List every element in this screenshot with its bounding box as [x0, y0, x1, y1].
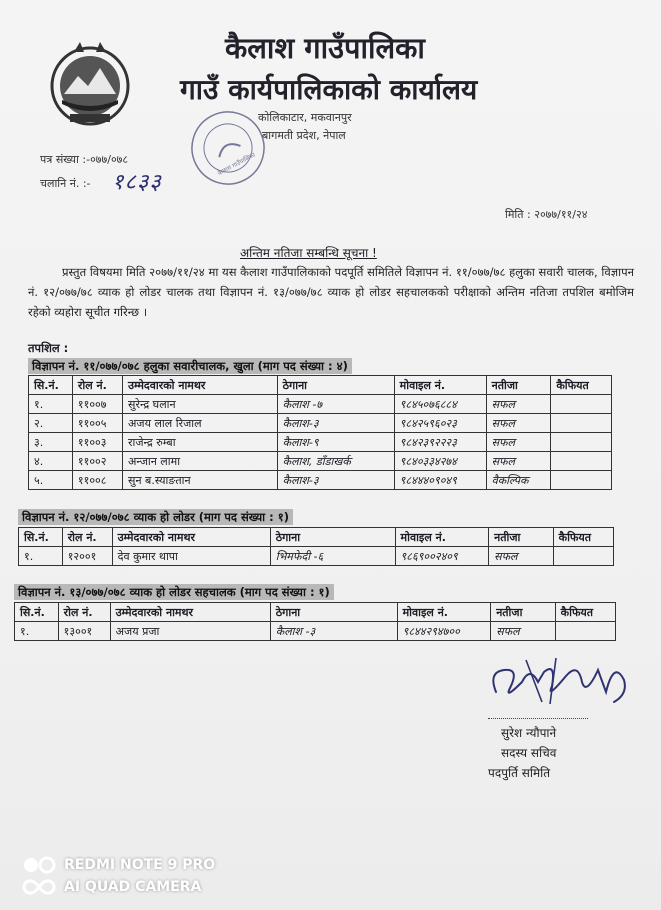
cell-mobile: ९८४४४०९०४९	[394, 471, 486, 490]
table-row	[29, 433, 612, 452]
cell-remarks	[551, 414, 612, 433]
cell-mobile: ९८४०३३४२७४	[394, 452, 486, 471]
cell-mobile: ९८४५०७६८८४	[394, 395, 486, 414]
section-3-title: विज्ञापन नं. १३/०७७/०७८ व्याक हो लोडर सहचालक (माग पद संख्या : १)	[14, 584, 334, 600]
col-header-result: नतीजा	[491, 603, 555, 622]
cell-name: देव कुमार थापा	[112, 547, 270, 566]
cell-mobile: ९८६९००२४०९	[395, 547, 489, 566]
cell-address: कैलाश -३	[270, 622, 397, 641]
details-label: तपशिल :	[28, 341, 69, 355]
cell-remarks	[551, 395, 612, 414]
handwritten-signature	[486, 652, 636, 714]
col-header-roll: रोल नं.	[72, 376, 122, 395]
table-header-row	[15, 603, 616, 622]
cell-remarks	[551, 433, 612, 452]
stamp-text: कैलाश गाउँपालिका	[216, 151, 257, 178]
table-body	[15, 622, 616, 641]
col-header-remarks: कैफियत	[555, 603, 615, 622]
cell-name: सुरेन्द्र घलान	[123, 395, 278, 414]
signatory-committee: पदपुर्ति समिति	[488, 766, 551, 780]
office-title-secondary: गाउँ कार्यपालिकाको कार्यालय	[180, 73, 478, 106]
cell-serial: ४.	[29, 452, 73, 471]
cell-address: कैलाश, डाँडाखर्क	[277, 452, 394, 471]
section-2-table	[18, 527, 614, 566]
cell-serial: २.	[29, 414, 73, 433]
col-header-result: नतीजा	[489, 528, 553, 547]
col-header-remarks: कैफियत	[551, 376, 612, 395]
col-header-serial: सि.नं.	[19, 528, 63, 547]
signatory-role: सदस्य सचिव	[501, 746, 557, 760]
cell-remarks	[551, 471, 612, 490]
dispatch-label: चलानि नं. :-	[40, 177, 91, 190]
col-header-serial: सि.नं.	[15, 603, 59, 622]
col-header-name: उम्मेदवारको नामथर	[110, 603, 270, 622]
section-1-title: विज्ञापन नं. ११/०७७/०७८ हलुका सवारीचालक, खुला (माग पद संख्या : ४)	[28, 358, 352, 374]
date: मिति : २०७७/११/२४	[505, 208, 588, 221]
cell-serial: ५.	[29, 471, 73, 490]
notice-title: अन्तिम नतिजा सम्बन्धि सूचना !	[240, 246, 377, 260]
table-row	[29, 452, 612, 471]
dispatch-number: १८३३	[112, 170, 162, 195]
col-header-roll: रोल नं.	[62, 528, 112, 547]
signatory-name: सुरेश न्यौपाने	[501, 726, 557, 740]
cell-remarks	[555, 622, 615, 641]
col-header-remarks: कैफियत	[553, 528, 613, 547]
cell-roll: १२००१	[62, 547, 112, 566]
table-header-row	[19, 528, 614, 547]
cell-roll: ११००८	[72, 471, 122, 490]
cell-address: कैलाश-३	[277, 471, 394, 490]
table-row	[15, 622, 616, 641]
quad-loop-icon	[22, 877, 56, 897]
col-header-mobile: मोवाइल नं.	[395, 528, 489, 547]
table-row	[29, 395, 612, 414]
cell-name: अन्जान लामा	[123, 452, 278, 471]
cell-name: अजय प्रजा	[110, 622, 270, 641]
cell-mobile: ९८४२५९६०२३	[394, 414, 486, 433]
cell-name: राजेन्द्र रुम्बा	[123, 433, 278, 452]
cell-result: सफल	[486, 414, 551, 433]
nepal-emblem-logo	[44, 38, 136, 130]
col-header-name: उम्मेदवारको नामथर	[112, 528, 270, 547]
cell-result: सफल	[486, 433, 551, 452]
watermark-line-1: REDMI NOTE 9 PRO	[64, 857, 216, 873]
cell-result: सफल	[489, 547, 553, 566]
cell-address: कैलाश-९	[277, 433, 394, 452]
col-header-address: ठेगाना	[270, 603, 397, 622]
table-body	[19, 547, 614, 566]
cell-serial: १.	[29, 395, 73, 414]
cell-remarks	[551, 452, 612, 471]
cell-remarks	[553, 547, 613, 566]
cell-address: कैलाश -७	[277, 395, 394, 414]
col-header-roll: रोल नं.	[58, 603, 110, 622]
table-header-row	[29, 376, 612, 395]
col-header-address: ठेगाना	[270, 528, 395, 547]
cell-roll: ११००२	[72, 452, 122, 471]
cell-result: सफल	[491, 622, 555, 641]
notice-body: प्रस्तुत विषयमा मिति २०७७/११/२४ मा यस कैलाश गाउँपालिकाको पदपूर्ति समितिले विज्ञापन नं. ११/०७७/७८ हलुका सवारी चालक, विज्ञापन नं. १२/०७७/७८ व्याक हो लोडर चालक तथा विज्ञापन नं. १३/०७७/७८ व्याक हो लोडर सहचालकको परीक्षाको अन्तिम नतिजा तपशिल बमोजिम रहेको व्यहोरा सूचीत गरिन्छ ।	[28, 265, 634, 319]
cell-serial: ३.	[29, 433, 73, 452]
cell-address: भिमफेदी -६	[270, 547, 395, 566]
table-body	[29, 395, 612, 490]
address-line-2: बागमती प्रदेश, नेपाल	[262, 129, 346, 142]
watermark-line-2: AI QUAD CAMERA	[64, 879, 202, 895]
camera-watermark	[22, 854, 215, 898]
section-3-table	[14, 602, 616, 641]
cell-roll: ११००७	[72, 395, 122, 414]
cell-roll: ११००५	[72, 414, 122, 433]
cell-name: सुन ब.स्याङतान	[123, 471, 278, 490]
col-header-mobile: मोवाइल नं.	[394, 376, 486, 395]
signature-line	[488, 718, 588, 719]
col-header-serial: सि.नं.	[29, 376, 73, 395]
cell-result: सफल	[486, 395, 551, 414]
table-row	[29, 471, 612, 490]
cell-serial: १.	[19, 547, 63, 566]
col-header-result: नतीजा	[486, 376, 551, 395]
col-header-name: उम्मेदवारको नामथर	[123, 376, 278, 395]
address-line-1: कोलिकाटार, मकवानपुर	[258, 111, 352, 124]
cell-address: कैलाश-३	[277, 414, 394, 433]
cell-mobile: ९८४२३९२२२३	[394, 433, 486, 452]
table-row	[29, 414, 612, 433]
office-title-primary: कैलाश गाउँपालिका	[225, 31, 425, 65]
cell-serial: १.	[15, 622, 59, 641]
cell-mobile: ९८४४२९४७००	[397, 622, 491, 641]
cell-roll: ११००३	[72, 433, 122, 452]
col-header-address: ठेगाना	[277, 376, 394, 395]
section-1-table	[28, 375, 612, 490]
col-header-mobile: मोवाइल नं.	[397, 603, 491, 622]
section-2-title: विज्ञापन नं. १२/०७७/०७८ व्याक हो लोडर (माग पद संख्या : १)	[18, 509, 293, 525]
cell-roll: १३००१	[58, 622, 110, 641]
cell-result: वैकल्पिक	[486, 471, 551, 490]
cell-result: सफल	[486, 452, 551, 471]
table-row	[19, 547, 614, 566]
letter-number: पत्र संख्या :-०७७/०७८	[40, 153, 129, 166]
dual-lens-icon	[22, 855, 56, 875]
cell-name: अजय लाल रिजाल	[123, 414, 278, 433]
